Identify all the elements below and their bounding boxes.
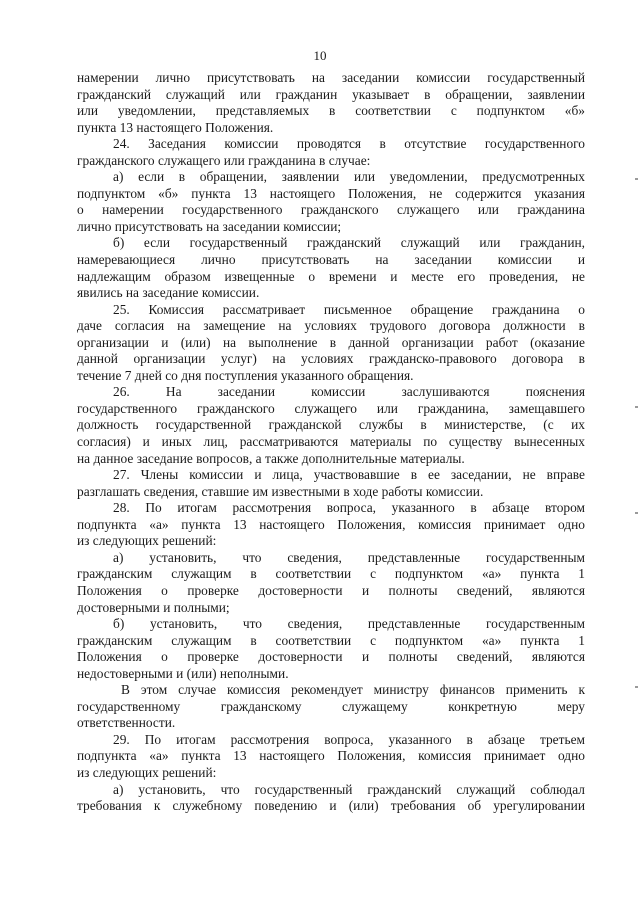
text-line: а) установить, что сведения, представленные государственным: [113, 549, 585, 565]
text-line: б) если государственный гражданский служащий или гражданин,: [113, 235, 585, 251]
text-line: а) установить, что государственный гражданский служащий соблюдал: [113, 781, 585, 797]
text-line: государственного гражданского служащего или гражданина, замещавшего: [77, 400, 585, 416]
text-line: надлежащим образом извещенные о времени и месте его проведения, не: [77, 268, 585, 284]
text-line: намеревающиеся лично присутствовать на заседании комиссии и: [77, 252, 585, 268]
text-line: Положения о проверке достоверности и полноты сведений, являются: [77, 649, 585, 665]
text-line: из следующих решений:: [77, 533, 217, 549]
text-line: недостоверными и (или) неполными.: [77, 665, 289, 681]
text-line: подпунктом «б» пункта 13 настоящего Положения, не содержится указания: [77, 185, 585, 201]
text-line: пункта 13 настоящего Положения.: [77, 119, 274, 135]
text-line: гражданского служащего или гражданина в случае:: [77, 152, 371, 168]
text-line: ответственности.: [77, 715, 176, 731]
text-line: данной организации услуг) на условиях гражданско-правового договора в: [77, 351, 585, 367]
text-line: согласия) и иных лиц, рассматриваются материалы по существу вынесенных: [77, 434, 585, 450]
text-line: 27. Члены комиссии и лица, участвовавшие в ее заседании, не вправе: [113, 467, 585, 483]
scan-edge-mark: [635, 686, 638, 688]
text-line: организации и (или) на выполнение в данной организации работ (оказание: [77, 334, 585, 350]
text-line: даче согласия на замещение на условиях трудового договора должности в: [77, 318, 585, 334]
text-line: течение 7 дней со дня поступления указанного обращения.: [77, 367, 414, 383]
document-body: [77, 70, 585, 815]
text-line: 24. Заседания комиссии проводятся в отсутствие государственного: [113, 136, 585, 152]
text-line: гражданским служащим в соответствии с подпунктом «а» пункта 1: [77, 632, 585, 648]
text-line: о намерении государственного гражданского служащего или гражданина: [77, 202, 585, 218]
text-line: из следующих решений:: [77, 764, 217, 780]
page-number: 10: [313, 48, 327, 63]
text-line: В этом случае комиссия рекомендует министру финансов применить к: [121, 682, 585, 698]
text-line: подпункта «а» пункта 13 настоящего Положения, комиссия принимает одно: [77, 748, 585, 764]
text-line: 28. По итогам рассмотрения вопроса, указанного в абзаце втором: [113, 500, 585, 516]
scan-edge-mark: [635, 512, 638, 514]
scan-edge-mark: [635, 178, 638, 180]
text-line: лично присутствовать на заседании комиссии;: [77, 218, 342, 234]
text-line: должность государственной гражданской службы в министерстве, (с их: [77, 417, 585, 433]
text-line: разглашать сведения, ставшие им известными в ходе работы комиссии.: [77, 483, 484, 499]
text-line: государственному гражданскому служащему конкретную меру: [77, 698, 585, 714]
text-line: 29. По итогам рассмотрения вопроса, указанного в абзаце третьем: [113, 731, 585, 747]
text-line: 25. Комиссия рассматривает письменное обращение гражданина о: [113, 301, 585, 317]
text-line: гражданским служащим в соответствии с подпунктом «а» пункта 1: [77, 566, 585, 582]
text-line: Положения о проверке достоверности и полноты сведений, являются: [77, 582, 585, 598]
text-line: достоверными и полными;: [77, 599, 230, 615]
scan-edge-mark: [635, 406, 638, 408]
text-line: требования к служебному поведению и (или) требования об урегулировании: [77, 798, 585, 814]
text-line: гражданский служащий или гражданин указывает в обращении, заявлении: [77, 86, 585, 102]
text-line: на данное заседание вопросов, а также дополнительные материалы.: [77, 450, 465, 466]
text-line: явились на заседание комиссии.: [77, 285, 260, 301]
text-line: намерении лично присутствовать на заседании комиссии государственный: [77, 70, 585, 85]
text-line: б) установить, что сведения, представленные государственным: [113, 616, 585, 632]
text-line: или уведомлении, представляемых в соответствии с подпунктом «б»: [77, 103, 585, 119]
text-line: а) если в обращении, заявлении или уведомлении, предусмотренных: [113, 169, 585, 185]
text-line: 26. На заседании комиссии заслушиваются пояснения: [113, 384, 585, 400]
text-line: подпункта «а» пункта 13 настоящего Положения, комиссия принимает одно: [77, 516, 585, 532]
